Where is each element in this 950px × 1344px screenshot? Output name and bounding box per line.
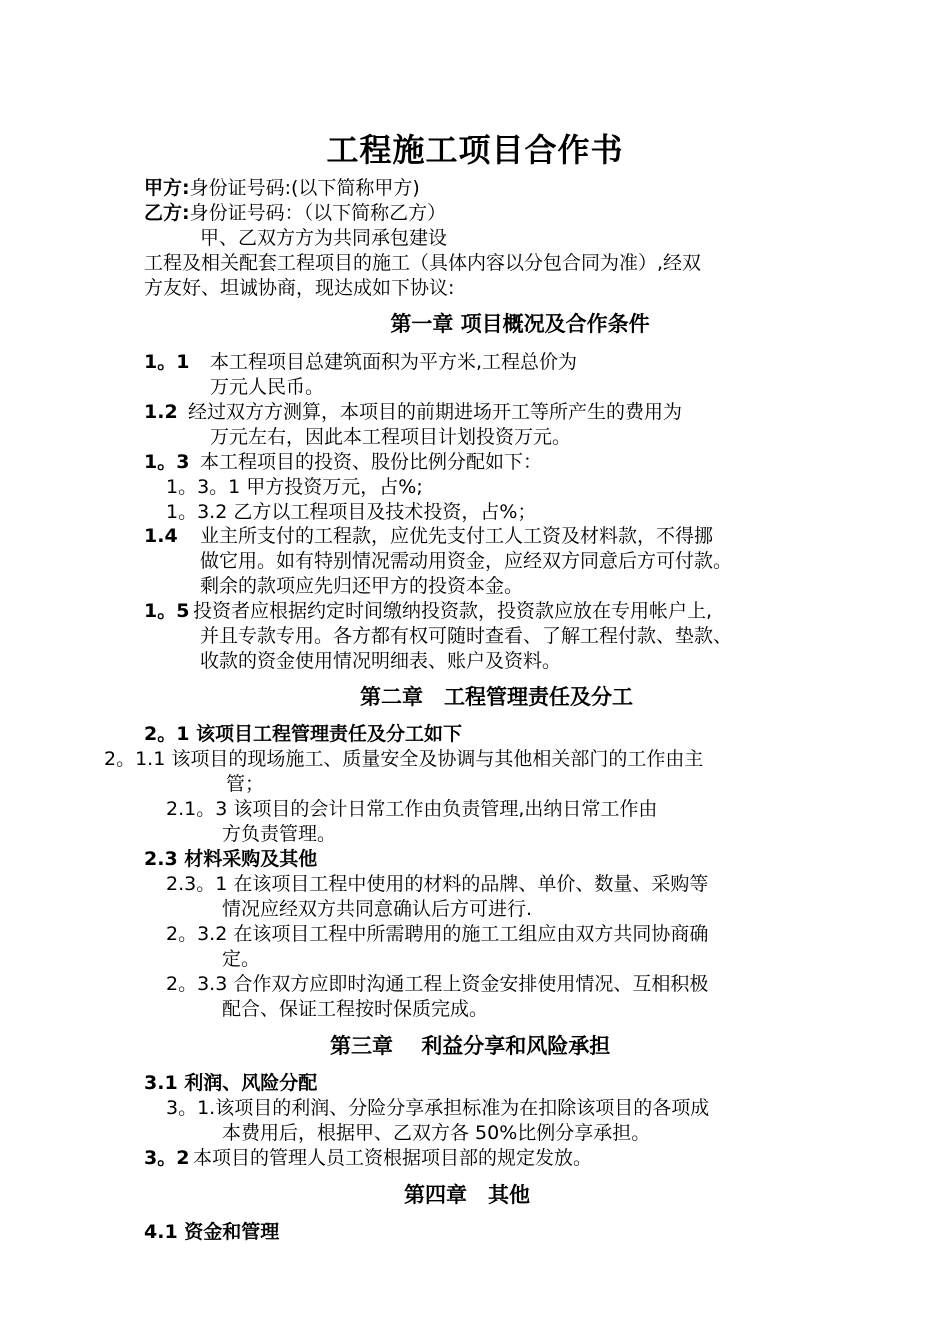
section-1-1-text: 本工程项目总建筑面积为平方米,工程总价为 (210, 351, 578, 373)
section-4-1: 4.1 资金和管理 (144, 1221, 280, 1243)
section-2-3-3-cont: 配合、保证工程按时保质完成。 (222, 998, 489, 1020)
section-1-3-1: 1。3。1 甲方投资万元，占%; (166, 476, 423, 498)
section-1-5-text-cont: 并且专款专用。各方都有权可随时查看、了解工程付款、垫款、 (200, 625, 733, 647)
section-1-4-text-cont: 剩余的款项应先归还甲方的投资本金。 (200, 575, 524, 597)
intro-line-3: 方友好、坦诚协商，现达成如下协议: (144, 277, 455, 299)
intro-line-1: 甲、乙双方方为共同承包建设 (200, 227, 448, 249)
section-1-1-number: 1。1 (144, 351, 190, 373)
party-a-text: 身份证号码:(以下简称甲方) (189, 177, 420, 199)
chapter-3-heading: 第三章 利益分享和风险承担 (330, 1034, 611, 1058)
section-2-1-3-cont: 方负责管理。 (222, 823, 337, 845)
section-2-1: 2。1 该项目工程管理责任及分工如下 (144, 723, 463, 745)
section-2-3-1: 2.3。1 在该项目工程中使用的材料的品牌、单价、数量、采购等 (166, 873, 709, 895)
section-1-4-text-cont: 做它用。如有特别情况需动用资金，应经双方同意后方可付款。 (200, 550, 733, 572)
section-1-5-text: 投资者应根据约定时间缴纳投资款，投资款应放在专用帐户上, (193, 600, 713, 622)
section-2-1-1: 2。1.1 该项目的现场施工、质量安全及协调与其他相关部门的工作由主 (104, 748, 704, 770)
section-3-1-1: 3。1.该项目的利润、分险分享承担标准为在扣除该项目的各项成 (166, 1097, 710, 1119)
party-b-text: 身份证号码：（以下简称乙方） (189, 202, 447, 224)
section-1-2-text-cont: 万元左右，因此本工程项目计划投资万元。 (210, 426, 572, 448)
section-1-3-number: 1。3 (144, 451, 190, 473)
section-3-2-text: 本项目的管理人员工资根据项目部的规定发放。 (193, 1147, 593, 1169)
section-1-5-text-cont: 收款的资金使用情况明细表、账户及资料。 (200, 650, 562, 672)
chapter-4-heading: 第四章 其他 (404, 1183, 530, 1207)
section-1-3-2: 1。3.2 乙方以工程项目及技术投资，占%； (166, 501, 537, 523)
chapter-2-heading: 第二章 工程管理责任及分工 (360, 685, 633, 709)
party-a-label: 甲方: (144, 177, 190, 199)
section-1-4-number: 1.4 (144, 525, 178, 547)
section-1-5-number: 1。5 (144, 600, 190, 622)
section-2-3-2-cont: 定。 (222, 948, 261, 970)
document-title: 工程施工项目合作书 (326, 131, 624, 169)
section-3-1: 3.1 利润、风险分配 (144, 1072, 318, 1094)
section-3-1-1-cont: 本费用后，根据甲、乙双方各 50%比例分享承担。 (222, 1122, 651, 1144)
section-2-1-3: 2.1。3 该项目的会计日常工作由负责管理,出纳日常工作由 (166, 798, 658, 820)
party-a-line (144, 176, 420, 200)
section-1-4-text: 业主所支付的工程款，应优先支付工人工资及材料款，不得挪 (200, 525, 714, 547)
section-1-2-number: 1.2 (144, 401, 178, 423)
party-b-label: 乙方: (144, 202, 190, 224)
party-b-line (144, 201, 446, 225)
section-2-1-1-cont: 管； (226, 773, 265, 795)
chapter-1-heading: 第一章 项目概况及合作条件 (390, 312, 650, 336)
section-2-3-2: 2。3.2 在该项目工程中所需聘用的施工工组应由双方共同协商确 (166, 923, 709, 945)
section-3-2-number: 3。2 (144, 1147, 190, 1169)
section-2-3-1-cont: 情况应经双方共同意确认后方可进行. (222, 898, 533, 920)
section-2-3-3: 2。3.3 合作双方应即时沟通工程上资金安排使用情况、互相积极 (166, 973, 709, 995)
section-2-3: 2.3 材料采购及其他 (144, 848, 318, 870)
section-1-2-text: 经过双方方测算，本项目的前期进场开工等所产生的费用为 (188, 401, 683, 423)
section-1-1-text-cont: 万元人民币。 (210, 376, 325, 398)
section-1-3-text: 本工程项目的投资、股份比例分配如下： (200, 451, 543, 473)
intro-line-2: 工程及相关配套工程项目的施工（具体内容以分包合同为准）,经双 (144, 252, 702, 274)
